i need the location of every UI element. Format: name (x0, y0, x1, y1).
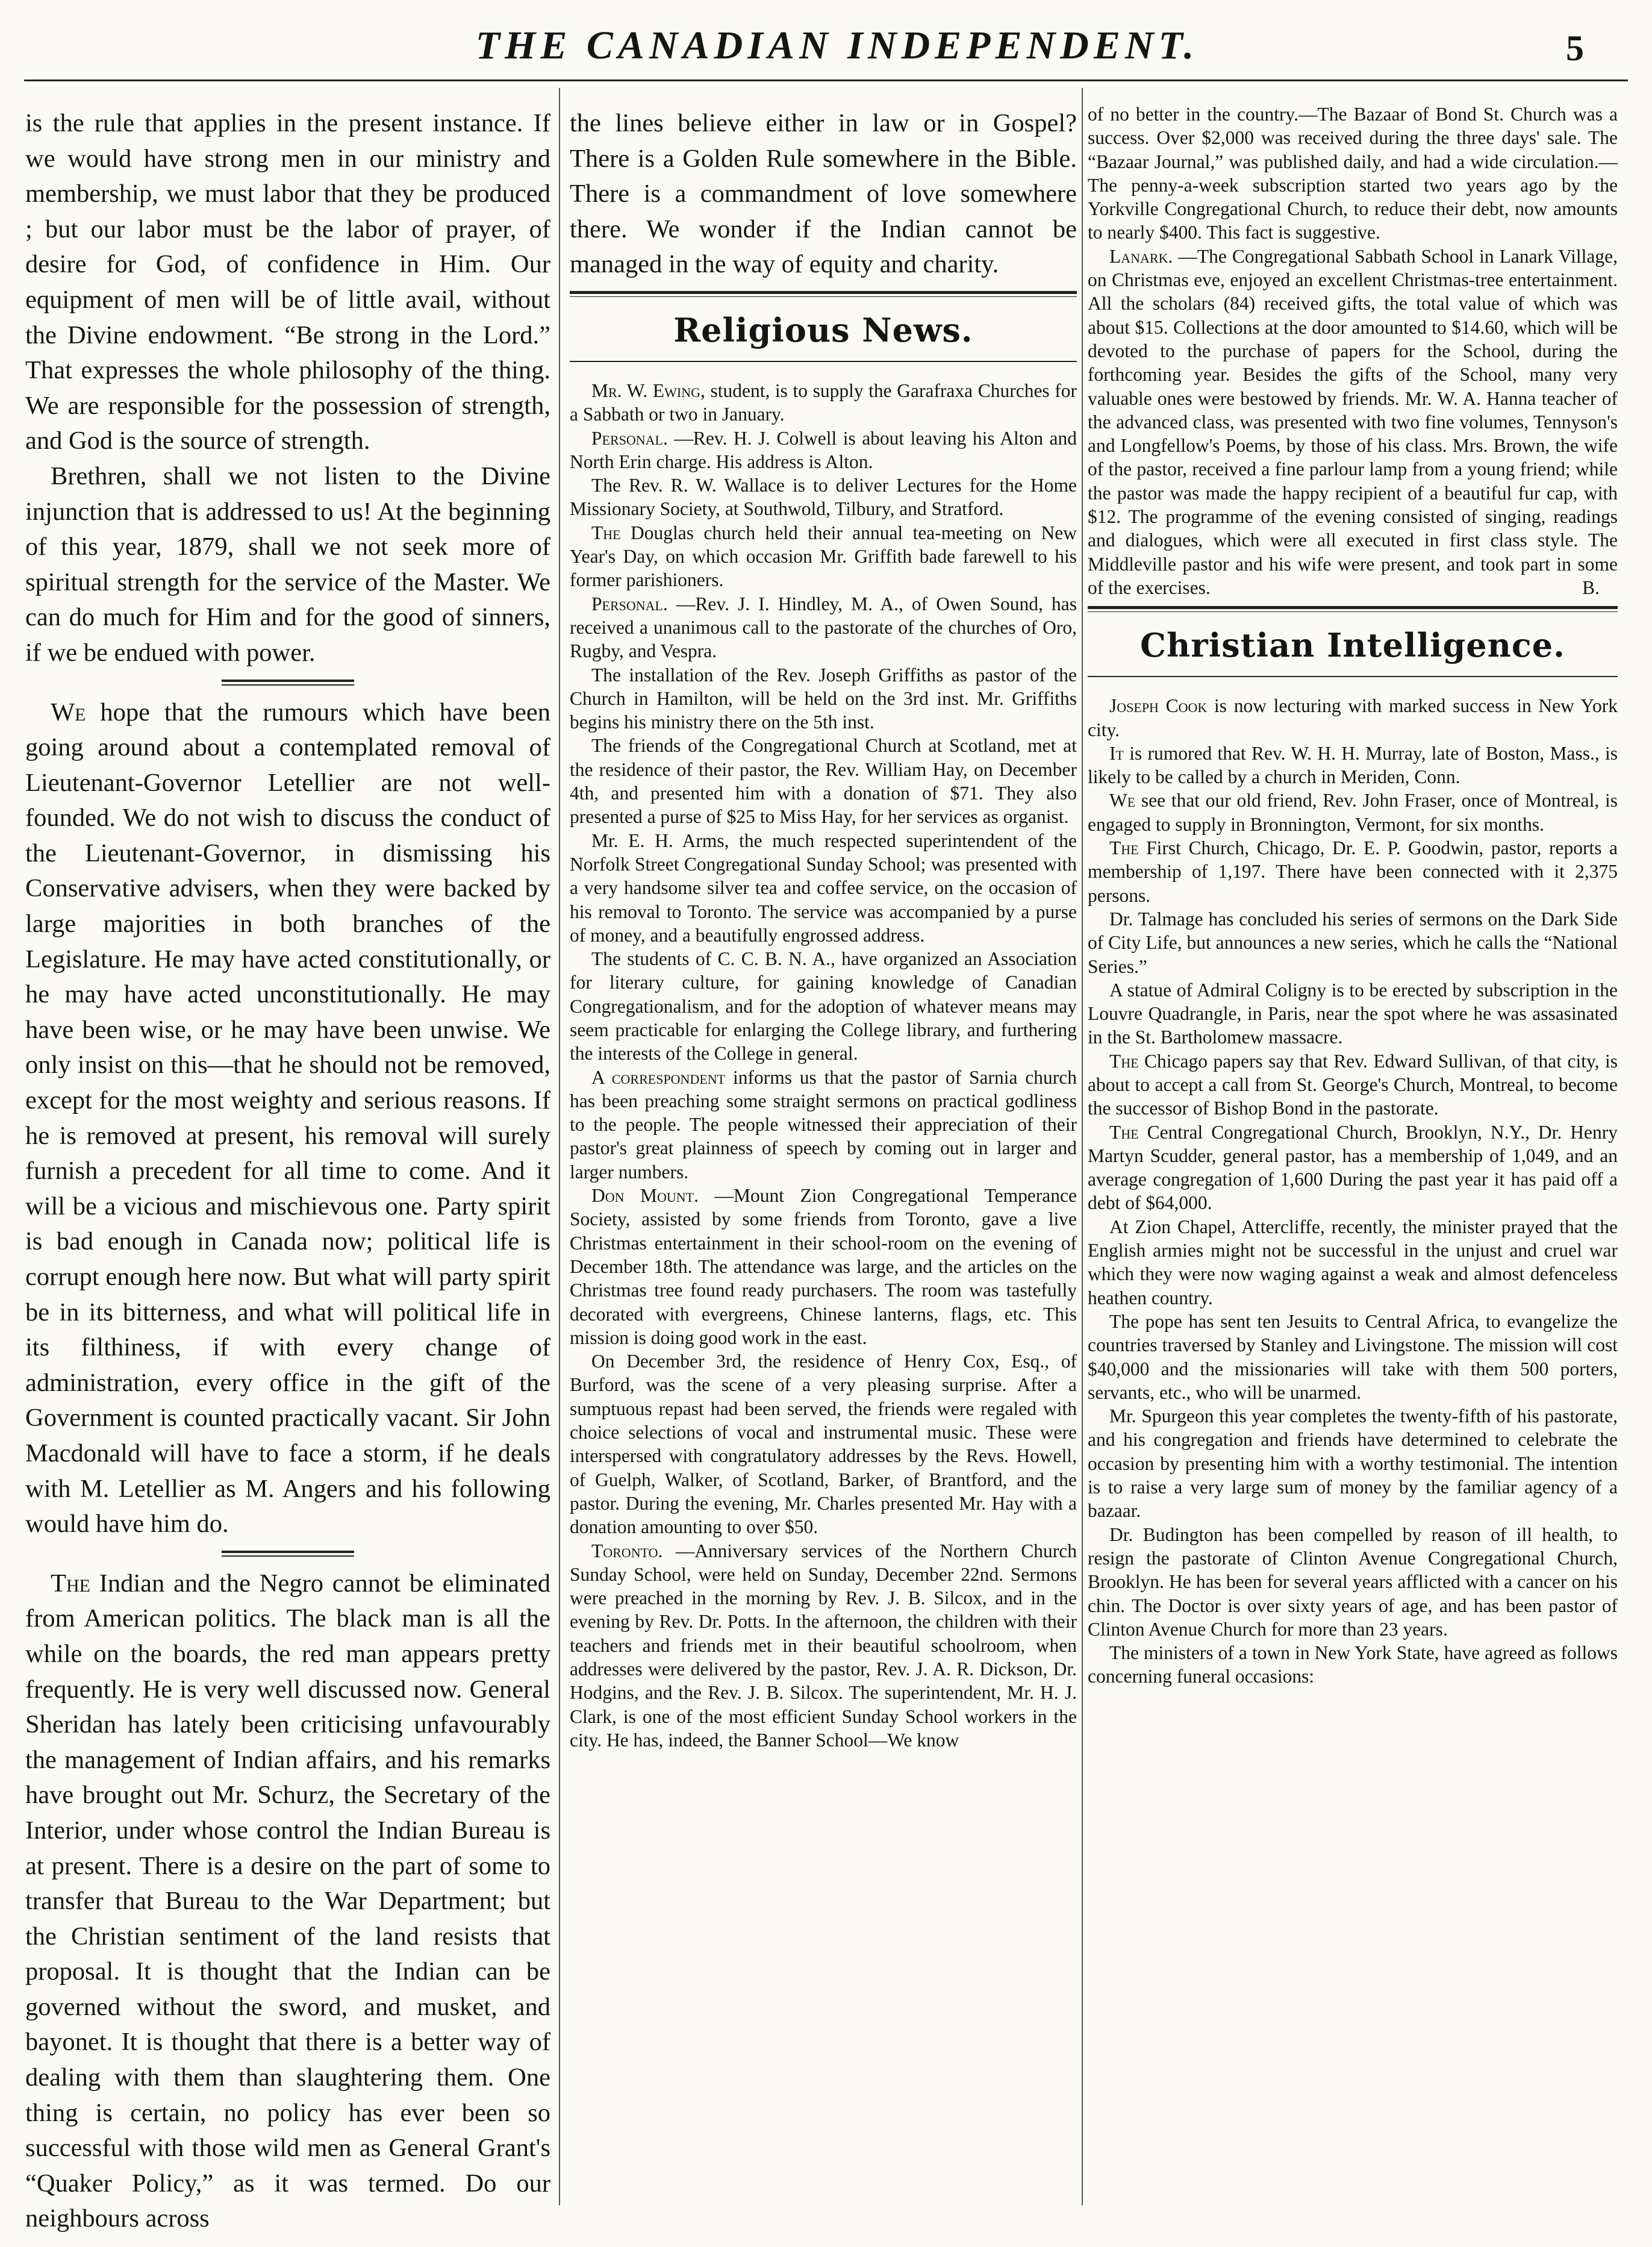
news-item (1088, 102, 1618, 245)
column-2 (570, 106, 1077, 1752)
news-item (570, 829, 1077, 947)
news-item (1088, 1120, 1618, 1215)
news-item-text: —Rev. J. I. Hindley, M. A., of Owen Sound, has received a unanimous call to the pastorate of the churches of Oro, Rugby, and Vespra. (570, 593, 1077, 662)
column-1 (25, 106, 550, 2237)
news-item-lead: Personal. (591, 427, 668, 449)
news-item-lead: Joseph Cook (1109, 695, 1208, 717)
news-item (570, 592, 1077, 663)
news-item (570, 1349, 1077, 1539)
news-item-text: —The Congregational Sabbath School in Lanark Village, on Christmas eve, enjoyed an excellent Christmas-tree entertainment. All the scholars (84) received gifts, the total value of which was about $15. Collections at the door amounted to $14.60, which will be devoted to the purchase of papers for the School, during the forthcoming year. Besides the gifts of the School, many very valuable ones were bestowed by friends. Mr. W. A. Hanna teacher of the advanced class, was presented with two fine volumes, Tennyson's and Longfellow's Poems, by those of his class. Mrs. Brown, the wife of the pastor, received a fine parlour lamp from a young friend; while the pastor was made the happy recipient of a beautiful fur cap, with $12. The programme of the evening consisted of singing, readings and dialogues, which were all executed in first class style. The Middleville pastor and his wife were present, and took part in some of the exercises. (1088, 245, 1618, 598)
news-item (570, 734, 1077, 828)
news-item-lead: We (1109, 790, 1136, 811)
news-item (1088, 1523, 1618, 1641)
news-item-lead: Toronto. (591, 1540, 663, 1561)
lead-word: We (51, 698, 86, 727)
news-item (1088, 1404, 1618, 1522)
news-item-lead: Don Mount. (591, 1185, 699, 1207)
news-item (570, 947, 1077, 1065)
news-item (1088, 836, 1618, 907)
paragraph-text: Indian and the Negro cannot be eliminated from American politics. The black man is all the while on the boards, the red man appears pretty frequently. He is very well discussed now. General Sheridan has lately been criticising unfavourably the management of Indian affairs, and his remarks have brought out Mr. Schurz, the Secretary of the Interior, under whose control the Indian Bureau is at present. There is a desire on the part of some to transfer that Bureau to the War Department; but the Christian sentiment of the land resists that proposal. It is thought that the Indian can be governed without the sword, and musket, and bayonet. It is thought that there is a better way of dealing with them than slaughtering them. One thing is certain, no policy has ever been so successful with those wild men as General Grant's “Quaker Policy,” as it was termed. Do our neighbours across (25, 1569, 550, 2233)
divider (25, 1542, 550, 1566)
paragraph (25, 695, 550, 1542)
header-rule (24, 80, 1628, 81)
news-item (1088, 789, 1618, 836)
signoff: B. (1582, 577, 1600, 599)
column-rule-1 (559, 88, 560, 2205)
page-number: 5 (1566, 28, 1584, 68)
news-item-lead: Mr. W. Ewing, (591, 380, 705, 401)
news-item-text: Dr. Budington has been compelled by reason of ill health, to resign the pastorate of Clinton Avenue Congregational Church, Brooklyn. He has been for several years afflicted with a cancer on his chin. The Doctor is over sixty years of age, and has been pastor of Clinton Avenue Church for more than 23 years. (1088, 1524, 1618, 1640)
news-item-text: The installation of the Rev. Joseph Griffiths as pastor of the Church in Hamilton, will be held on the 3rd inst. Mr. Griffiths begins his ministry there on the 5th inst. (570, 664, 1077, 733)
news-item (570, 1184, 1077, 1349)
paragraph-text: hope that the rumours which have been going around about a contemplated removal of Lieutenant-Governor Letellier are not well-founded. We do not wish to discuss the conduct of the Lieutenant-Governor, in dismissing his Conservative advisers, when they were backed by large majorities in both branches of the Legislature. He may have acted constitutionally, or he may have acted unconstitutionally. He may have been wise, or he may have been unwise. We only insist on this—that he should not be removed, except for the most weighty and serious reasons. If he is removed at present, his removal will surely furnish a precedent for all time to come. And it will be a vicious and mischievous one. Party spirit is bad enough in Canada now; political life is corrupt enough here now. But what will party spirit be in its bitterness, and what will political life in its filthiness, if with every change of administration, every office in the gift of the Government is counted practically vacant. Sir John Macdonald will have to face a storm, if he deals with M. Letellier as M. Angers and his following would have him do. (25, 698, 550, 1539)
news-item (1088, 1049, 1618, 1120)
news-item-text: Chicago papers say that Rev. Edward Sullivan, of that city, is about to accept a call from St. George's Church, Montreal, to become the successor of Bishop Bond in the pastorate. (1088, 1050, 1618, 1119)
news-item-text: Mr. Spurgeon this year completes the twenty-fifth of his pastorate, and his congregation and friends have determined to celebrate the occasion by presenting him with a worthy testimonial. The intention is to raise a very large sum of money by the familiar agency of a bazaar. (1088, 1405, 1618, 1522)
news-item-text: is rumored that Rev. W. H. H. Murray, late of Boston, Mass., is likely to be called by a church in Meriden, Conn. (1088, 742, 1618, 788)
news-item-text: student, is to supply the Garafraxa Churches for a Sabbath or two in January. (570, 380, 1077, 425)
news-item-text: —Rev. H. J. Colwell is about leaving his Alton and North Erin charge. His address is Alton. (570, 427, 1077, 472)
news-item-lead: A correspondent (591, 1066, 726, 1088)
section-header (570, 283, 1077, 379)
news-item-text: is now lecturing with marked success in New York city. (1088, 695, 1618, 740)
news-item (1088, 1641, 1618, 1689)
news-item-text: —Mount Zion Congregational Temperance Society, assisted by some friends from Toronto, gave a live Christmas entertainment in their school-room on the evening of December 18th. The attendance was large, and the articles on the Christmas tree found ready purchasers. The room was tastefully decorated with evergreens, Chinese lanterns, flags, etc. This mission is doing good work in the east. (570, 1185, 1077, 1348)
section-header (1088, 598, 1618, 694)
news-item-text: The Rev. R. W. Wallace is to deliver Lectures for the Home Missionary Society, at Southwold, Tilbury, and Stratford. (570, 475, 1077, 520)
news-item-text: The students of C. C. B. N. A., have organized an Association for literary culture, for gaining knowledge of Canadian Congregationalism, and for the adoption of whatever means may seem practicable for enlarging the College library, and furthering the interests of the College in general. (570, 948, 1077, 1064)
section-heading: Christian Intelligence. (1140, 626, 1565, 665)
paragraph: is the rule that applies in the present instance. If we would have strong men in our ministry and membership, we must labor that they be produced ; but our labor must be the labor of prayer, of desire for God, of confidence in Him. Our equipment of men will be of little avail, without the Divine endowment. “Be strong in the Lord.” That expresses the whole philosophy of the thing. We are responsible for the possession of strength, and God is the source of strength. (25, 109, 550, 455)
news-item-lead: The (1109, 1050, 1139, 1072)
news-item (1088, 742, 1618, 789)
section-heading: Religious News. (673, 310, 973, 349)
news-item (570, 379, 1077, 427)
news-item-text: Douglas church held their annual tea-meeting on New Year's Day, on which occasion Mr. Griffith bade farewell to his former parishioners. (570, 522, 1077, 591)
paragraph: the lines believe either in law or in Gospel? There is a Golden Rule somewhere in the Bible. There is a commandment of love somewhere there. We wonder if the Indian cannot be managed in the way of equity and charity. (570, 109, 1077, 279)
news-item-text: First Church, Chicago, Dr. E. P. Goodwin, pastor, reports a membership of 1,197. There have been connected with it 2,375 persons. (1088, 837, 1618, 906)
news-item-lead: The (1109, 1121, 1139, 1143)
news-item-lead: The (1109, 837, 1139, 859)
column-3 (1088, 102, 1618, 1689)
news-items (1088, 102, 1618, 599)
news-item (1088, 694, 1618, 742)
news-item (570, 521, 1077, 592)
news-item (570, 1066, 1077, 1184)
heading-rule (1088, 606, 1618, 612)
news-items (570, 379, 1077, 1752)
page-header (0, 0, 1652, 72)
news-item-text: informs us that the pastor of Sarnia church has been preaching some straight sermons on practical godliness to the people. The people witnessed their appreciation of their pastor's great plainness of speech by coming out in larger and larger numbers. (570, 1066, 1077, 1183)
news-item-text: A statue of Admiral Coligny is to be erected by subscription in the Louvre Quadrangle, in Paris, near the spot where he was assasinated in the St. Bartholomew massacre. (1088, 979, 1618, 1048)
paragraph: Brethren, shall we not listen to the Divine injunction that is addressed to us! At the beginning of this year, 1879, shall we not seek more of spiritual strength for the service of the Master. We can do much for Him and for the good of sinners, if we be endued with power. (25, 461, 550, 667)
paragraph (25, 1566, 550, 2237)
news-item-text: see that our old friend, Rev. John Fraser, once of Montreal, is engaged to supply in Bronnington, Vermont, for six months. (1088, 790, 1618, 835)
news-item-text: Central Congregational Church, Brooklyn, N.Y., Dr. Henry Martyn Scudder, general pastor, has a membership of 1,049, and an average congregation of 1,600 During the past year it has paid off a debt of $64,000. (1088, 1121, 1618, 1214)
news-item-text: Mr. E. H. Arms, the much respected superintendent of the Norfolk Street Congregational Sunday School; was presented with a very handsome silver tea and coffee service, on the occasion of his removal to Toronto. The service was accompanied by a purse of money, and a beautifully engrossed address. (570, 830, 1077, 946)
news-item-lead: It (1109, 742, 1124, 764)
news-item (1088, 245, 1618, 599)
news-item-text: The friends of the Congregational Church at Scotland, met at the residence of their pastor, the Rev. William Hay, on December 4th, and presented him with a donation of $71. They also presented a purse of $25 to Miss Hay, for her services as organist. (570, 735, 1077, 828)
news-item (570, 1539, 1077, 1752)
heading-rule (1088, 676, 1618, 677)
masthead: THE CANADIAN INDEPENDENT. (475, 23, 1199, 67)
news-item-lead: The (591, 522, 621, 543)
news-item (1088, 1310, 1618, 1404)
news-item-text: On December 3rd, the residence of Henry Cox, Esq., of Burford, was the scene of a very pleasing surprise. After a sumptuous repast had been served, the friends were regaled with choice selections of vocal and instrumental music. These were interspersed with congratulatory addresses by the Revs. Howell, of Guelph, Walker, of Scotland, Barker, of Brantford, and the pastor. During the evening, Mr. Charles presented Mr. Hay with a donation amounting to over $50. (570, 1351, 1077, 1538)
news-item (1088, 1215, 1618, 1310)
news-item (570, 663, 1077, 734)
news-item-lead: Personal. (591, 593, 668, 614)
news-item-text: At Zion Chapel, Attercliffe, recently, the minister prayed that the English armies might not be successful in the unjust and cruel war which they were now waging against a weak and almost defenceless heathen country. (1088, 1216, 1618, 1308)
news-item-text: Dr. Talmage has concluded his series of sermons on the Dark Side of City Life, but announces a new series, which he calls the “National Series.” (1088, 908, 1618, 977)
news-items (1088, 694, 1618, 1688)
news-item (570, 473, 1077, 521)
heading-rule (570, 291, 1077, 297)
news-item (1088, 907, 1618, 978)
news-item-text: The ministers of a town in New York State, have agreed as follows concerning funeral occasions: (1088, 1642, 1618, 1687)
news-item-text: The pope has sent ten Jesuits to Central Africa, to evangelize the countries traversed by Stanley and Livingstone. The mission will cost $40,000 and the missionaries will take with them 500 porters, servants, etc., who will be unarmed. (1088, 1310, 1618, 1403)
news-item (1088, 978, 1618, 1049)
news-item (570, 427, 1077, 474)
news-item-text: —Anniversary services of the Northern Church Sunday School, were held on Sunday, December 22nd. Sermons were preached in the morning by Rev. J. B. Silcox, and in the evening by Rev. Dr. Potts. In the afternoon, the children with their teachers and friends met in their beautiful schoolroom, when addresses were delivered by the pastor, Rev. J. A. R. Dickson, Dr. Hodgins, and the Rev. J. B. Silcox. The superintendent, Mr. H. J. Clark, is one of the most efficient Sunday School workers in the city. He has, indeed, the Banner School—We know (570, 1540, 1077, 1751)
column-rule-2 (1082, 88, 1083, 2205)
page-bottom (0, 2223, 1652, 2247)
heading-rule (570, 361, 1077, 362)
news-item-text: of no better in the country.—The Bazaar of Bond St. Church was a success. Over $2,000 was received during the three days' sale. The “Bazaar Journal,” was published daily, and had a wide circulation.—The penny-a-week subscription started two years ago by the Yorkville Congregational Church, to reduce their debt, now amounts to nearly $400. This fact is suggestive. (1088, 104, 1618, 243)
news-item-lead: Lanark. (1109, 245, 1173, 267)
lead-word: The (51, 1569, 90, 1598)
divider (25, 671, 550, 695)
